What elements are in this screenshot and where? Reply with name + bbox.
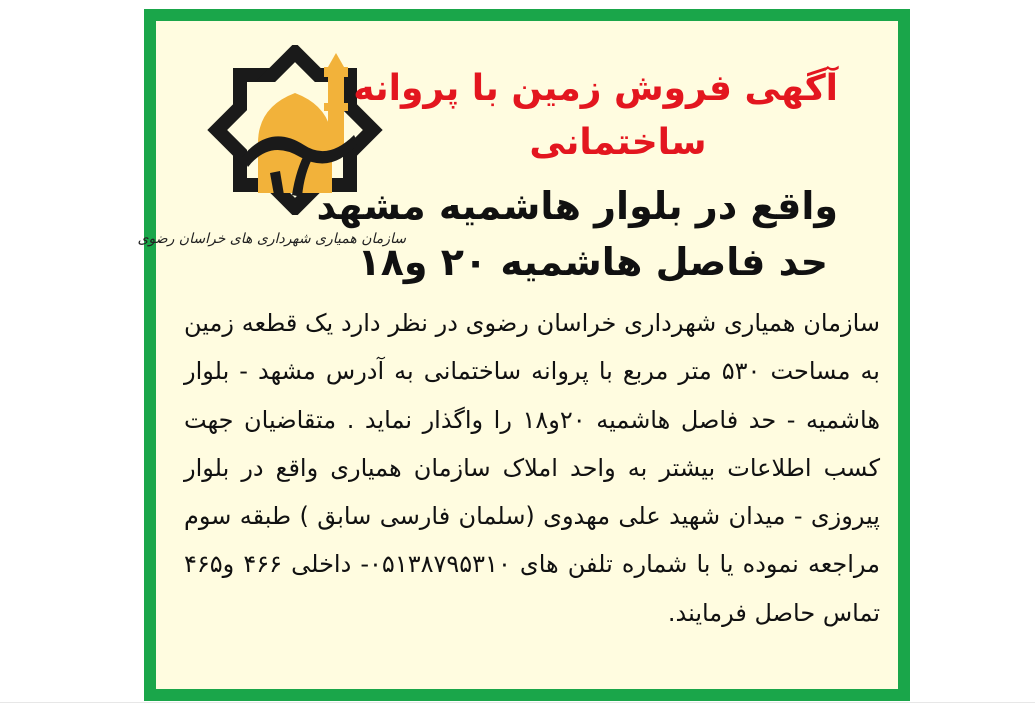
notice-body-text: سازمان همیاری شهرداری خراسان رضوی در نظر دارد یک قطعه زمین به مساحت ۵۳۰ متر مربع با پروانه ساختمانی به آدرس مشهد - بلوار هاشمیه - حد فاصل هاشمیه ۲۰و۱۸ را واگذار نماید . متقاضیان جهت کسب اطلاعات بیشتر به واحد املاک سازمان همیاری واقع در بلوار پیروزی - میدان شهید علی مهدوی (سلمان فارسی سابق ) طبقه سوم مراجعه نموده یا با شماره تلفن های ۰۵۱۳۸۷۹۵۳۱۰- داخلی ۴۶۶ و۴۶۵ تماس حاصل فرمایند. [184, 309, 881, 627]
notice-title-continued: ساختمانی [529, 122, 707, 163]
organization-caption: سازمان همیاری شهرداری های خراسان رضوی [137, 231, 406, 247]
location-heading: واقع در بلوار هاشمیه مشهد [316, 184, 838, 228]
page-bottom-divider [0, 702, 1035, 703]
notice-title: آگهی فروش زمین با پروانه [353, 68, 838, 109]
advertisement-frame [137, 9, 910, 701]
location-range-heading: حد فاصل هاشمیه ۲۰ و۱۸ [357, 240, 828, 284]
